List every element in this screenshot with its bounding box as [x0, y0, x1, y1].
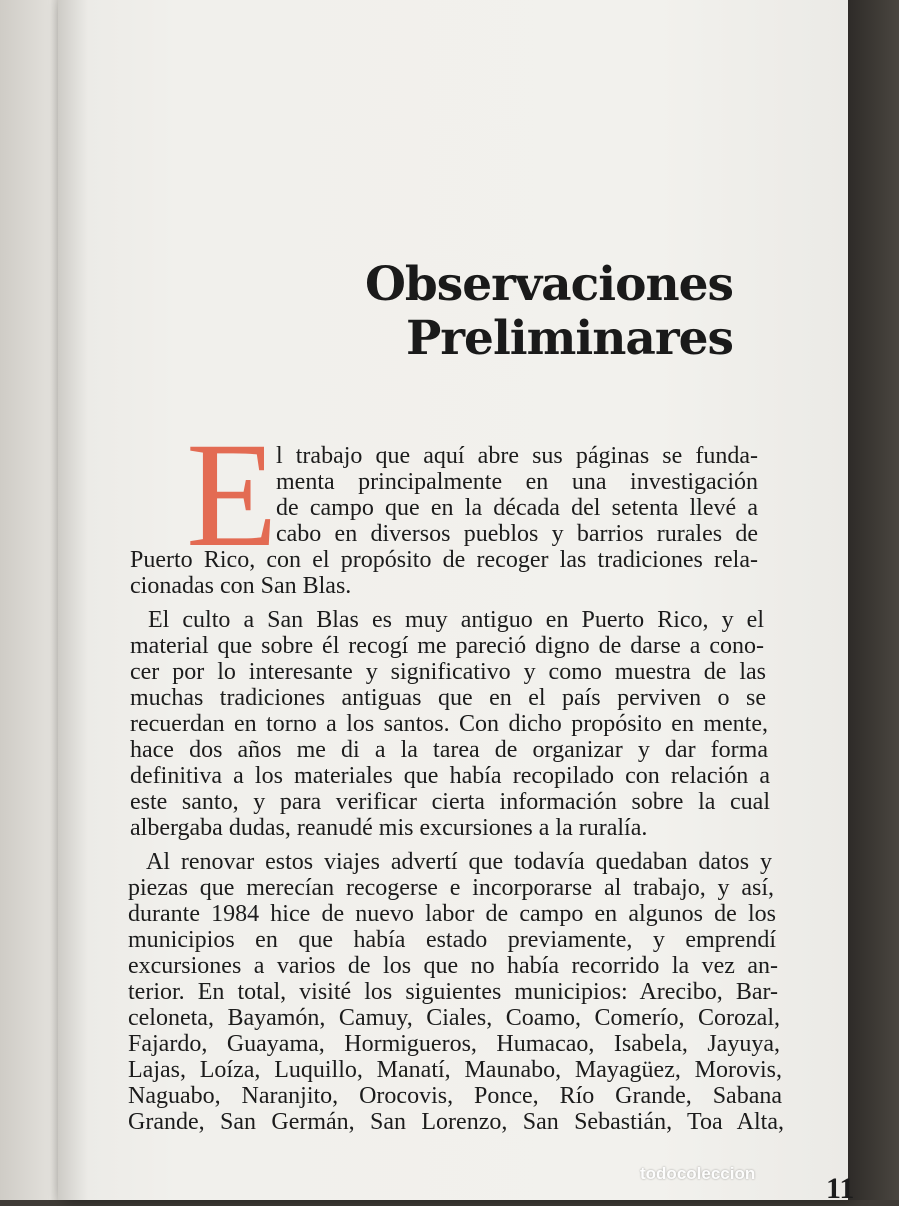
body-line: excursiones a varios de los que no había recorrido la vez an- [128, 953, 778, 979]
body-line: muchas tradiciones antiguas que en el país perviven o se [130, 685, 766, 711]
body-line: recuerdan en torno a los santos. Con dicho propósito en mente, [130, 711, 768, 737]
body-line: menta principalmente en una investigación [276, 469, 758, 495]
body-line: de campo que en la década del setenta llevé a [276, 495, 758, 521]
body-line: l trabajo que aquí abre sus páginas se funda- [276, 443, 758, 469]
body-line: terior. En total, visité los siguientes municipios: Arecibo, Bar- [128, 979, 778, 1005]
body-line: este santo, y para verificar cierta información sobre la cual [130, 789, 770, 815]
body-line: Lajas, Loíza, Luquillo, Manatí, Maunabo, Mayagüez, Morovis, [128, 1057, 782, 1083]
drop-cap: E [186, 412, 278, 578]
body-line: El culto a San Blas es muy antiguo en Puerto Rico, y el [148, 607, 764, 633]
body-line: Naguabo, Naranjito, Orocovis, Ponce, Río Grande, Sabana [128, 1083, 782, 1109]
title-line-1: Observaciones [364, 257, 733, 312]
body-line: material que sobre él recogí me pareció digno de darse a cono- [130, 633, 764, 659]
title-line-2: Preliminares [405, 311, 733, 366]
body-line: Al renovar estos viajes advertí que todavía quedaban datos y [146, 849, 772, 875]
body-line: municipios en que había estado previamente, y emprendí [128, 927, 776, 953]
body-line: Grande, San Germán, San Lorenzo, San Sebastián, Toa Alta, [128, 1109, 784, 1135]
body-line: cabo en diversos pueblos y barrios rurales de [276, 521, 758, 547]
page-number: 11 [826, 1172, 855, 1205]
body-line: cer por lo interesante y significativo y como muestra de las [130, 659, 766, 685]
body-line: albergaba dudas, reanudé mis excursiones a la ruralía. [130, 815, 648, 841]
body-line: celoneta, Bayamón, Camuy, Ciales, Coamo, Comerío, Corozal, [128, 1005, 780, 1031]
chapter-title [213, 258, 733, 366]
body-line: cionadas con San Blas. [130, 573, 352, 599]
watermark: todocoleccion [640, 1164, 756, 1183]
body-line: piezas que merecían recogerse e incorporarse al trabajo, y así, [128, 875, 774, 901]
body-line: hace dos años me di a la tarea de organizar y dar forma [130, 737, 768, 763]
body-line: Fajardo, Guayama, Hormigueros, Humacao, Isabela, Jayuya, [128, 1031, 780, 1057]
background-edge [848, 0, 899, 1200]
body-line: Puerto Rico, con el propósito de recoger las tradiciones rela- [130, 547, 758, 573]
body-line: durante 1984 hice de nuevo labor de campo en algunos de los [128, 901, 776, 927]
body-line: definitiva a los materiales que había recopilado con relación a [130, 763, 770, 789]
